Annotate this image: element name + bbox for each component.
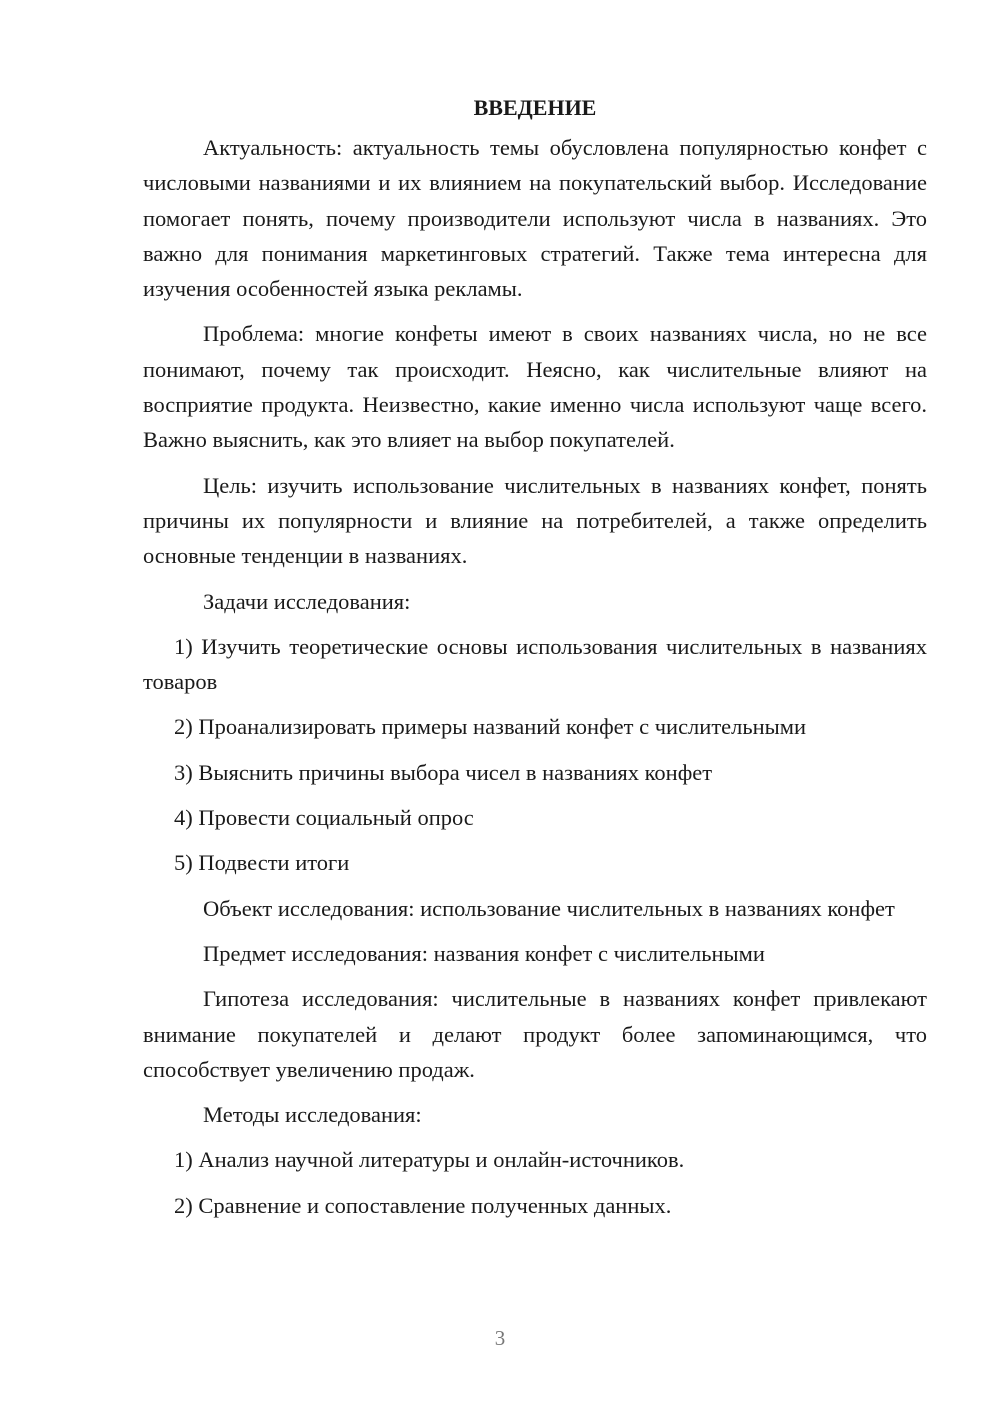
paragraph-goal: Цель: изучить использование числительных в названиях конфет, понять причины их популярности и влияние на потребителей, а также определить основные тенденции в названиях.	[143, 472, 927, 569]
task-item: 4) Провести социальный опрос	[174, 805, 474, 831]
task-item: 5) Подвести итоги	[174, 850, 350, 876]
section-title: ВВЕДЕНИЕ	[473, 95, 597, 120]
method-item: 1) Анализ научной литературы и онлайн-источников.	[174, 1147, 685, 1173]
page-content	[143, 90, 927, 1233]
paragraph-subject: Предмет исследования: названия конфет с числительными	[203, 940, 765, 966]
methods-heading: Методы исследования:	[203, 1102, 422, 1128]
tasks-heading: Задачи исследования:	[203, 588, 411, 614]
paragraph-object: Объект исследования: использование числительных в названиях конфет	[203, 895, 895, 921]
paragraph-problem: Проблема: многие конфеты имеют в своих названиях числа, но не все понимают, почему так происходит. Неясно, как числительные влияют на восприятие продукта. Неизвестно, какие именно числа используют чаще всего. Важно выяснить, как это влияет на выбор покупателей.	[143, 321, 927, 453]
paragraph-hypothesis: Гипотеза исследования: числительные в названиях конфет привлекают внимание покупателей и делают продукт более запоминающимся, что способствует увеличению продаж.	[143, 986, 927, 1082]
task-item: 3) Выяснить причины выбора чисел в названиях конфет	[174, 759, 713, 785]
method-item: 2) Сравнение и сопоставление полученных данных.	[174, 1192, 672, 1218]
page-number: 3	[494, 1326, 506, 1350]
task-item: 2) Проанализировать примеры названий конфет с числительными	[174, 714, 807, 740]
paragraph-relevance: Актуальность: актуальность темы обусловлена популярностью конфет с числовыми названиями и их влиянием на покупательский выбор. Исследование помогает понять, почему производители используют числа в названиях. Это важно для понимания маркетинговых стратегий. Также тема интересна для изучения особенностей языка рекламы.	[143, 135, 927, 302]
task-item: 1) Изучить теоретические основы использования числительных в названиях товаров	[143, 633, 927, 695]
